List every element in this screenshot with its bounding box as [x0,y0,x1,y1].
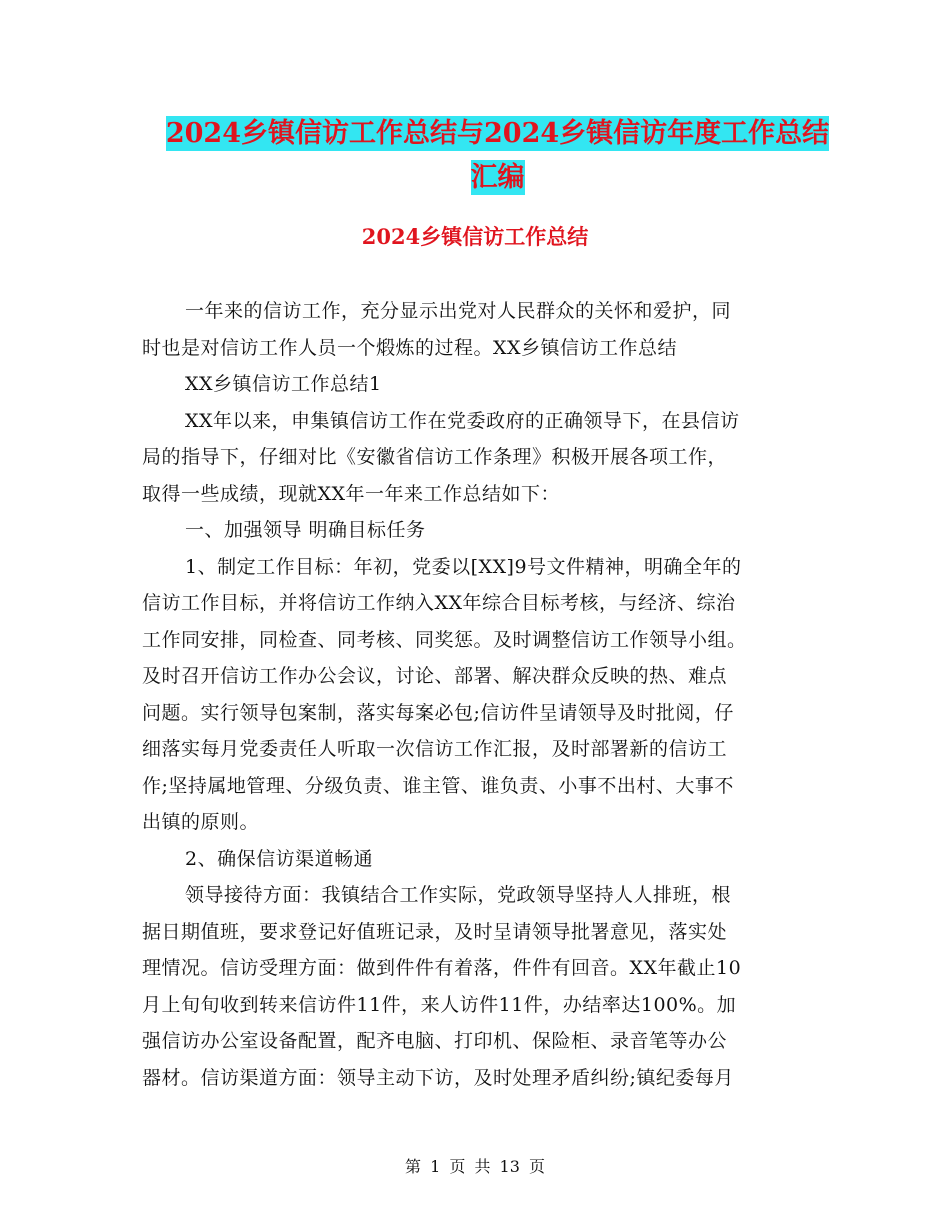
body-line: 问题。实行领导包案制，落实每案必包;信访件呈请领导及时批阅，仔 [142,701,734,724]
section-title: 2024乡镇信访工作总结 [361,224,589,249]
body-line: 器材。信访渠道方面：领导主动下访，及时处理矛盾纠纷;镇纪委每月 [142,1066,734,1089]
document-body [142,293,810,1096]
body-line: 理情况。信访受理方面：做到件件有着落，件件有回音。XX年截止10 [142,957,742,979]
body-line: XX乡镇信访工作总结1 [185,373,382,395]
body-line: 作;坚持属地管理、分级负责、谁主管、谁负责、小事不出村、大事不 [142,774,734,797]
body-line: 局的指导下，仔细对比《安徽省信访工作条理》积极开展各项工作， [142,446,728,468]
body-line: 细落实每月党委责任人听取一次信访工作汇报，及时部署新的信访工 [142,738,728,760]
document-title-line2: 汇编 [470,162,525,193]
body-line: 出镇的原则。 [142,811,260,833]
body-line: 强信访办公室设备配置，配齐电脑、打印机、保险柜、录音笔等办公 [142,1030,728,1052]
body-line: 一、加强领导 明确目标任务 [185,519,426,541]
body-line: 领导接待方面：我镇结合工作实际，党政领导坚持人人排班，根 [185,884,732,906]
body-line: 信访工作目标，并将信访工作纳入XX年综合目标考核，与经济、综治 [142,592,736,614]
body-line: 及时召开信访工作办公会议，讨论、部署、解决群众反映的热、难点 [142,665,728,687]
document-title [140,112,855,200]
body-line: 工作同安排，同检查、同考核、同奖惩。及时调整信访工作领导小组。 [142,628,747,651]
body-line: 一年来的信访工作，充分显示出党对人民群众的关怀和爱护，同 [185,300,732,322]
body-line: 1、制定工作目标：年初，党委以[XX]9号文件精神，明确全年的 [185,555,742,578]
body-line: 2、确保信访渠道畅通 [185,847,374,870]
body-line: 据日期值班，要求登记好值班记录，及时呈请领导批署意见，落实处 [142,920,728,943]
body-line: XX年以来，申集镇信访工作在党委政府的正确领导下，在县信访 [185,409,740,432]
body-line: 月上旬旬收到转来信访件11件，来人访件11件，办结率达100%。加 [142,993,737,1016]
body-line: 时也是对信访工作人员一个煅炼的过程。XX乡镇信访工作总结 [142,336,678,359]
body-line: 取得一些成绩，现就XX年一年来工作总结如下： [142,482,561,505]
page-number-footer: 第 1 页 共 13 页 [405,1157,545,1176]
document-title-line1: 2024乡镇信访工作总结与2024乡镇信访年度工作总结 [165,118,830,149]
